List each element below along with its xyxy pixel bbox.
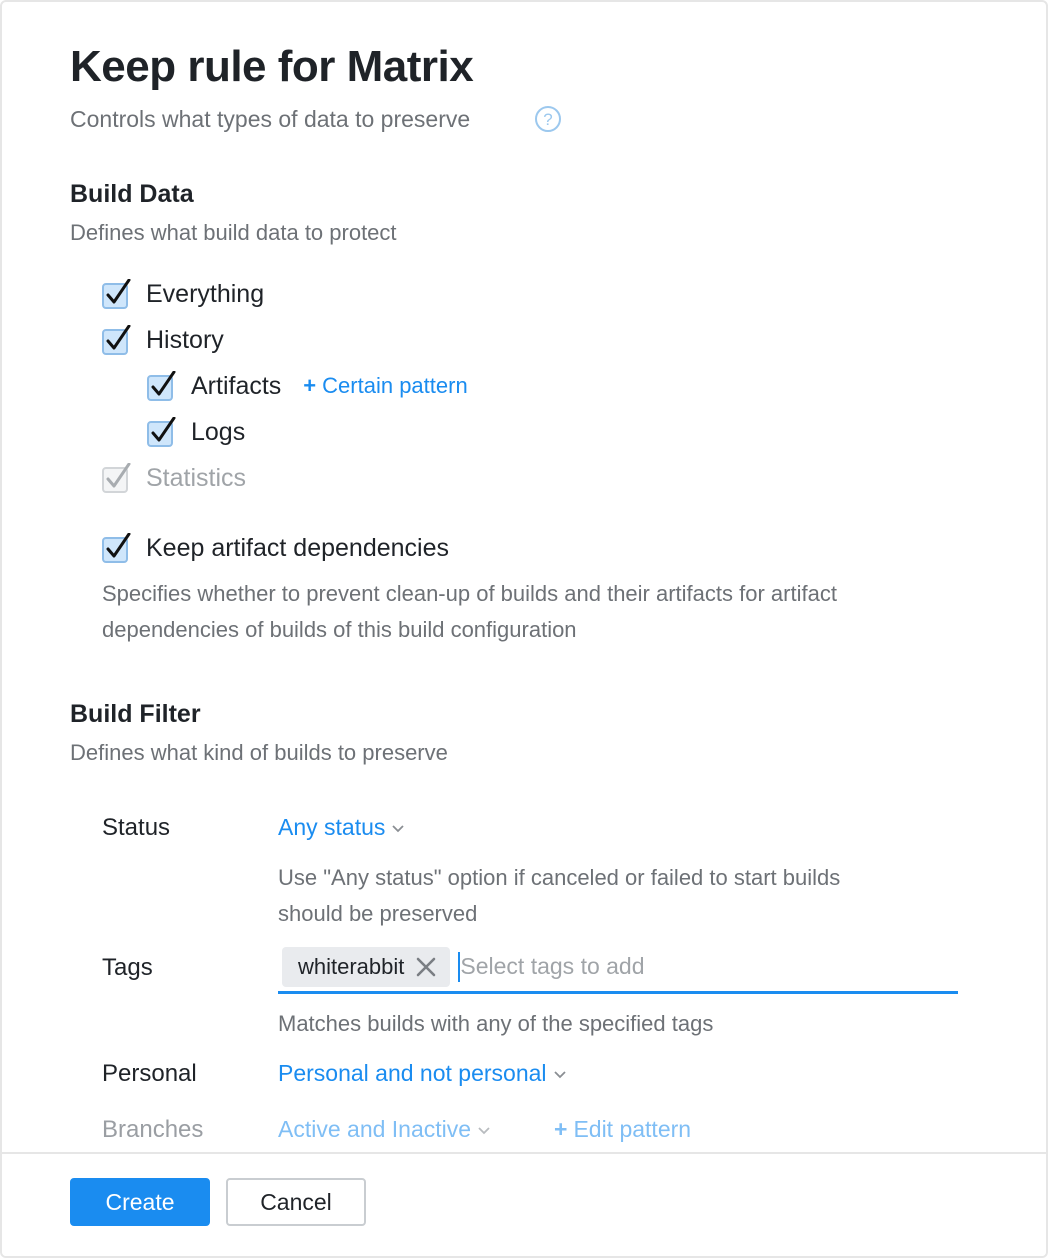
tags-label: Tags xyxy=(102,954,153,981)
dialog-content xyxy=(2,2,1046,1152)
statistics-checkbox-row xyxy=(102,460,246,496)
branches-label: Branches xyxy=(102,1116,204,1143)
checkbox-disabled-checked-icon xyxy=(102,463,132,493)
checkbox-checked-icon[interactable] xyxy=(102,279,132,309)
checkbox-checked-icon[interactable] xyxy=(102,325,132,355)
status-label: Status xyxy=(102,814,171,841)
everything-checkbox-row[interactable] xyxy=(102,276,264,312)
history-label: History xyxy=(146,325,224,354)
plus-icon: + xyxy=(303,373,317,398)
checkbox-checked-icon[interactable] xyxy=(147,417,177,447)
build-data-title: Build Data xyxy=(70,180,194,208)
tag-chip-label: whiterabbit xyxy=(298,953,405,979)
build-filter-title: Build Filter xyxy=(70,700,201,728)
logs-label: Logs xyxy=(191,417,246,446)
chevron-down-icon xyxy=(391,823,405,833)
tag-chip[interactable] xyxy=(282,947,450,987)
artifacts-checkbox-row[interactable] xyxy=(147,368,468,404)
checkbox-checked-icon[interactable] xyxy=(102,533,132,563)
status-help-line1: Use "Any status" option if canceled or failed to start builds xyxy=(278,865,841,890)
keep-deps-help-line2: dependencies of builds of this build configuration xyxy=(102,617,577,642)
keep-deps-help-line1: Specifies whether to prevent clean-up of builds and their artifacts for artifact xyxy=(102,581,837,606)
edit-pattern-link[interactable] xyxy=(554,1116,691,1143)
dialog-footer xyxy=(2,1152,1046,1258)
status-dropdown[interactable] xyxy=(278,814,405,841)
dialog-title: Keep rule for Matrix xyxy=(70,42,474,91)
certain-pattern-label: Certain pattern xyxy=(322,373,468,398)
tags-help: Matches builds with any of the specified tags xyxy=(278,1011,714,1036)
logs-checkbox-row[interactable] xyxy=(147,414,245,450)
build-data-subtitle: Defines what build data to protect xyxy=(70,220,397,245)
branches-value: Active and Inactive xyxy=(278,1116,472,1142)
edit-pattern-label: Edit pattern xyxy=(573,1116,692,1142)
svg-text:?: ? xyxy=(543,110,553,129)
keep-deps-help xyxy=(102,576,837,648)
create-button[interactable]: Create xyxy=(70,1178,210,1226)
history-checkbox-row[interactable] xyxy=(102,322,224,358)
plus-icon: + xyxy=(554,1116,568,1142)
chevron-down-icon xyxy=(553,1069,567,1079)
checkbox-checked-icon[interactable] xyxy=(147,371,177,401)
close-icon[interactable] xyxy=(414,955,438,979)
everything-label: Everything xyxy=(146,279,265,308)
status-help xyxy=(278,860,840,932)
keep-deps-label: Keep artifact dependencies xyxy=(146,533,449,562)
personal-value: Personal and not personal xyxy=(278,1060,547,1086)
statistics-label: Statistics xyxy=(146,463,247,492)
help-icon[interactable] xyxy=(534,105,562,133)
personal-label: Personal xyxy=(102,1060,197,1087)
branches-dropdown[interactable] xyxy=(278,1116,491,1143)
cancel-button[interactable]: Cancel xyxy=(226,1178,366,1226)
chevron-down-icon xyxy=(477,1125,491,1135)
dialog-subtitle: Controls what types of data to preserve xyxy=(70,106,471,132)
certain-pattern-link[interactable] xyxy=(303,373,467,399)
build-filter-subtitle: Defines what kind of builds to preserve xyxy=(70,740,448,765)
personal-dropdown[interactable] xyxy=(278,1060,567,1087)
keep-deps-checkbox-row[interactable] xyxy=(102,530,449,566)
status-value: Any status xyxy=(278,814,386,840)
tags-input[interactable] xyxy=(460,953,920,980)
status-help-line2: should be preserved xyxy=(278,901,478,926)
tags-field[interactable] xyxy=(278,942,958,994)
artifacts-label: Artifacts xyxy=(191,371,282,400)
